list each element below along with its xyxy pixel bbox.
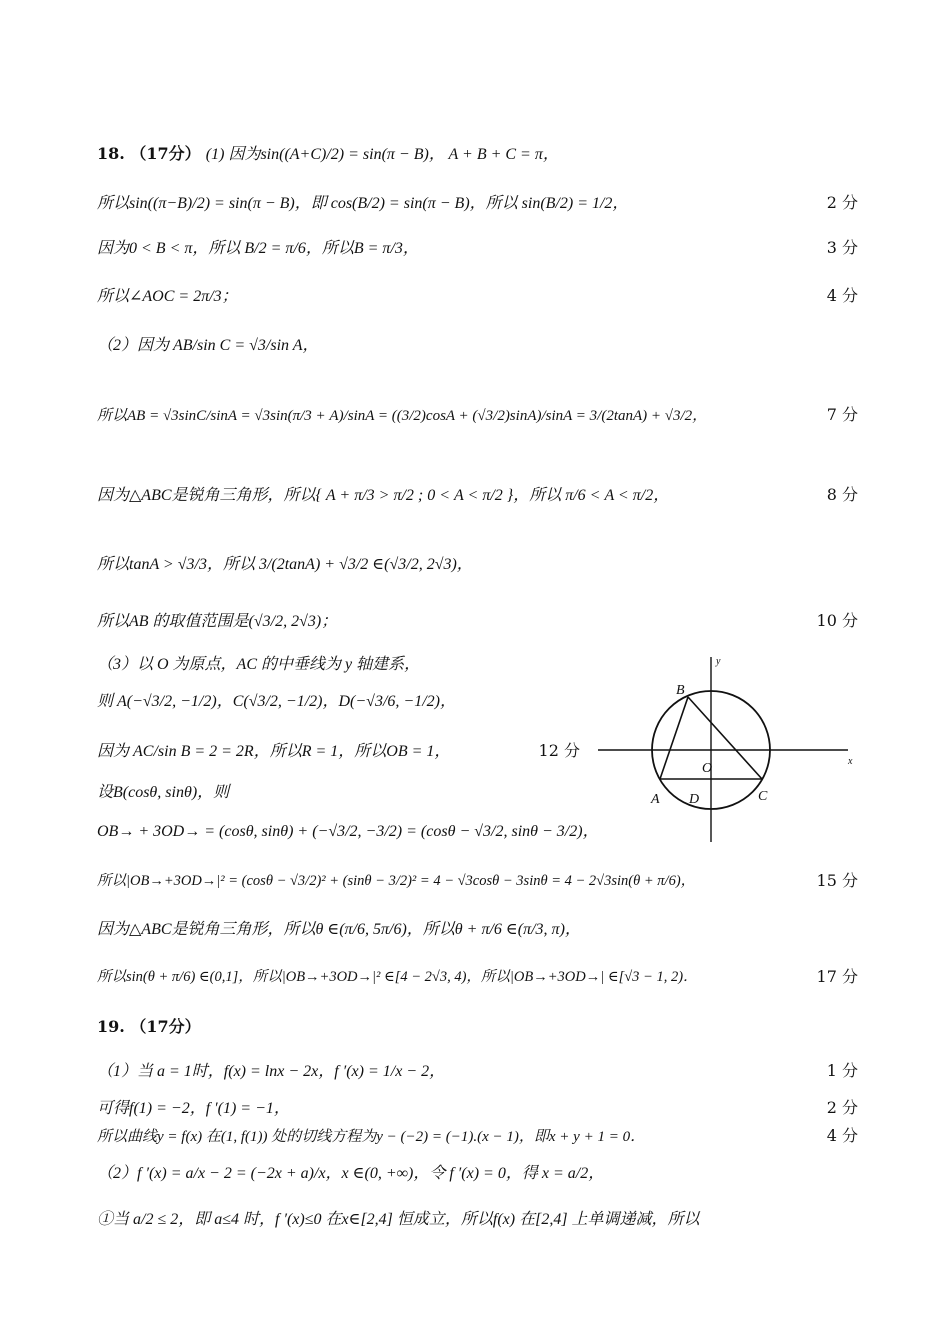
q19-line-1 [97, 1060, 445, 1083]
q19-m1-score: 1 分 [826, 1061, 858, 1080]
q18-l7-score: 8 分 [826, 485, 858, 504]
q19-line-2 [97, 1097, 290, 1120]
q18-line-13 [97, 781, 229, 804]
q18-line-8 [97, 553, 473, 576]
q19-m3-score: 4 分 [826, 1126, 858, 1145]
q18-l2-text: 所以sin((π−B)/2) = sin(π − B)，即 cos(B/2) = sin(π − B)，所以 sin(B/2) = 1/2， [97, 195, 629, 212]
q18-l6-score: 7 分 [826, 405, 858, 424]
label-c: C [758, 789, 768, 804]
q18-line-1 [97, 143, 559, 166]
q18-line-6 [97, 404, 707, 427]
q18-line-2 [97, 192, 628, 215]
q18-l7-text: 因为△ABC是锐角三角形，所以{ A + π/3 > π/2 ; 0 < A < π/2 }，所以 π/6 < A < π/2， [97, 487, 670, 504]
q19-line-5 [97, 1208, 700, 1231]
q18-l9-score: 10 分 [816, 611, 858, 630]
q18-header: 18. （17分） [97, 144, 201, 163]
q19-m2-score: 2 分 [826, 1098, 858, 1117]
q18-l15-text: 所以|OB→+3OD→|² = (cosθ − √3/2)² + (sinθ − 3/2)² = 4 − √3cosθ − 3sinθ = 4 − 2√3sin(θ + π/6)， [97, 873, 696, 889]
q19-line-3 [97, 1125, 645, 1148]
q18-line-11 [97, 690, 456, 713]
segment-ab [660, 697, 688, 779]
q18-l4-score: 4 分 [826, 286, 858, 305]
q19-m5-text: ①当 a/2 ≤ 2，即 a≤4 时，f ′(x)≤0 在x∈[2,4] 恒成立，所以f(x) 在[2,4] 上单调递减，所以 [97, 1211, 700, 1228]
q18-l3-text: 因为0 < B < π，所以 B/2 = π/6，所以B = π/3， [97, 240, 419, 257]
label-a: A [651, 792, 660, 807]
q19-m3-text: 所以曲线y = f(x) 在(1, f(1)) 处的切线方程为y − (−2) = (−1).(x − 1)，即x + y + 1 = 0． [97, 1129, 646, 1145]
q18-l11-text: 则 A(−√3/2, −1/2)，C(√3/2, −1/2)，D(−√3/6, −1/2)， [97, 693, 456, 710]
q18-l9-text: 所以AB 的取值范围是(√3/2, 2√3)； [97, 613, 338, 630]
q18-l17-text: 所以sin(θ + π/6) ∈(0,1]，所以|OB→+3OD→|² ∈[4 − 2√3, 4)，所以|OB→+3OD→| ∈[√3 − 1, 2)． [97, 969, 698, 985]
q18-line-15 [97, 870, 695, 892]
q18-line-10 [97, 653, 420, 676]
q18-l1-text: (1) 因为sin((A+C)/2) = sin(π − B)， A + B + C = π， [205, 146, 559, 163]
q19-header-line [97, 1016, 201, 1038]
q18-l10-text: （3）以 O 为原点，AC 的中垂线为 y 轴建系， [97, 656, 421, 673]
q18-l14-text: OB→ + 3OD→ = (cosθ, sinθ) + (−√3/2, −3/2) = (cosθ − √3/2, sinθ − 3/2)， [97, 823, 599, 840]
q18-line-3 [97, 237, 419, 260]
q18-line-12 [97, 740, 450, 763]
label-o: O [702, 761, 713, 776]
q18-l8-text: 所以tanA > √3/3，所以 3/(2tanA) + √3/2 ∈(√3/2, 2√3)， [97, 556, 473, 573]
q18-l6-text: 所以AB = √3sinC/sinA = √3sin(π/3 + A)/sinA = ((3/2)cosA + (√3/2)sinA)/sinA = 3/(2tanA) + √3/2， [97, 408, 708, 424]
q18-l17-score: 17 分 [816, 967, 858, 986]
q18-line-7 [97, 484, 669, 507]
q18-line-4 [97, 285, 238, 308]
q18-l2-score: 2 分 [826, 193, 858, 212]
q19-m4-text: （2）f ′(x) = a/x − 2 = (−2x + a)/x，x ∈(0, +∞)，令 f ′(x) = 0，得 x = a/2， [97, 1165, 605, 1182]
q18-l5-text: （2）因为 AB/sin C = √3/sin A， [97, 337, 319, 354]
segment-bc [688, 697, 762, 779]
q18-l3-score: 3 分 [826, 238, 858, 257]
q18-l12-text: 因为 AC/sin B = 2 = 2R，所以R = 1，所以OB = 1， [97, 743, 451, 760]
q19-header: 19. （17分） [97, 1017, 201, 1036]
q18-line-5 [97, 334, 319, 357]
q18-line-17 [97, 966, 698, 988]
q18-l15-score: 15 分 [816, 871, 858, 890]
q19-m1-text: （1）当 a = 1时，f(x) = lnx − 2x，f ′(x) = 1/x − 2， [97, 1063, 446, 1080]
coordinate-figure [598, 652, 858, 842]
q19-line-4 [97, 1162, 604, 1185]
q18-l13-text: 设B(cosθ, sinθ)，则 [97, 784, 230, 801]
q18-line-14 [97, 820, 599, 843]
label-x: x [848, 756, 853, 767]
q18-l12-score: 12 分 [538, 741, 580, 760]
label-y: y [716, 656, 721, 667]
label-b: B [676, 683, 685, 698]
q18-line-16 [97, 918, 581, 941]
q19-m2-text: 可得f(1) = −2，f ′(1) = −1， [97, 1100, 290, 1117]
q18-line-9 [97, 610, 337, 633]
q18-l4-text: 所以∠AOC = 2π/3； [97, 288, 238, 305]
label-d: D [689, 792, 700, 807]
q18-l16-text: 因为△ABC是锐角三角形，所以θ ∈(π/6, 5π/6)，所以θ + π/6 ∈(π/3, π)， [97, 921, 581, 938]
